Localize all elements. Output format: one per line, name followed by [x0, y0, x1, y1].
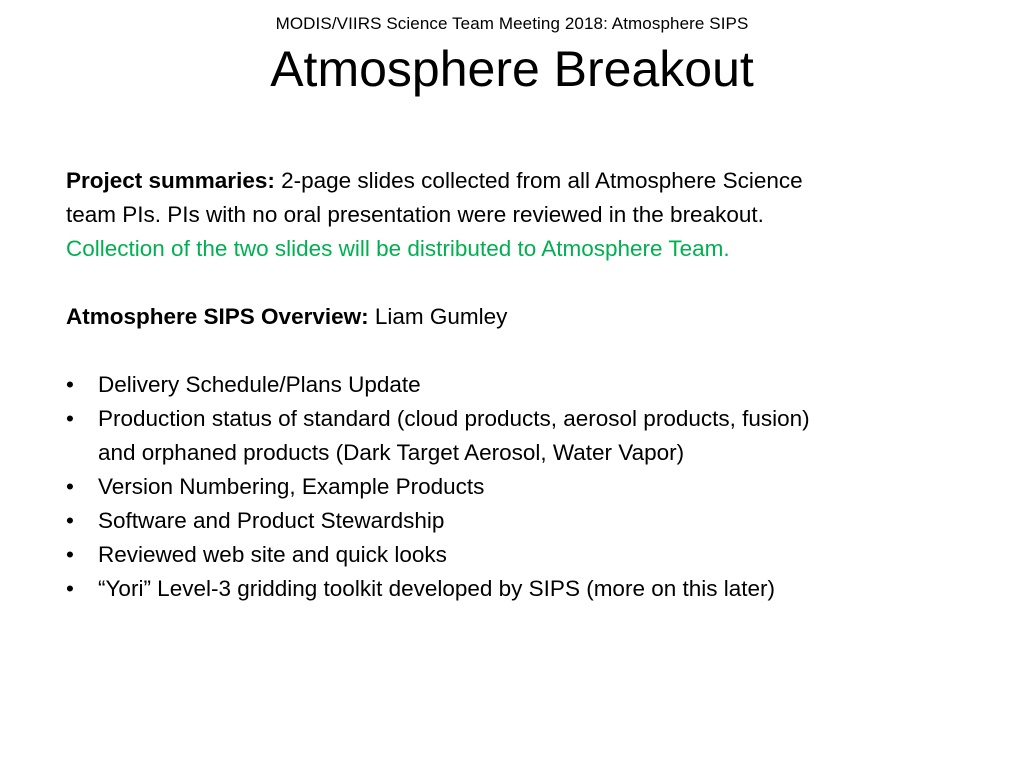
bullet-item-delivery-schedule [66, 368, 946, 402]
bullet-icon: • [66, 508, 74, 533]
overview-bullet-list [66, 368, 946, 606]
bullet-text: Delivery Schedule/Plans Update [98, 372, 421, 397]
project-summaries-paragraph [66, 164, 946, 266]
bullet-item-production-status [66, 402, 946, 470]
bullet-text: “Yori” Level-3 gridding toolkit developed by SIPS (more on this later) [98, 576, 776, 601]
bullet-item-web-site [66, 538, 946, 572]
bullet-icon: • [66, 576, 74, 601]
slide-body [66, 164, 946, 606]
project-summaries-text-line2: team PIs. PIs with no oral presentation were reviewed in the breakout. [66, 202, 764, 227]
bullet-item-yori-toolkit [66, 572, 946, 606]
slide-title: Atmosphere Breakout [270, 41, 754, 97]
bullet-text: Software and Product Stewardship [98, 508, 445, 533]
meeting-title: MODIS/VIIRS Science Team Meeting 2018: Atmosphere SIPS [275, 14, 749, 33]
bullet-text: Reviewed web site and quick looks [98, 542, 447, 567]
sips-overview-paragraph [66, 300, 946, 334]
bullet-icon: • [66, 542, 74, 567]
spacer [66, 334, 946, 368]
project-summaries-label: Project summaries: [66, 168, 275, 193]
project-summaries-text-line1: 2-page slides collected from all Atmosphere Science [274, 168, 803, 193]
bullet-icon: • [66, 372, 74, 397]
bullet-text-continued: and orphaned products (Dark Target Aerosol, Water Vapor) [98, 440, 685, 465]
bullet-item-software-stewardship [66, 504, 946, 538]
sips-overview-presenter: Liam Gumley [368, 304, 508, 329]
spacer [66, 266, 946, 300]
bullet-item-version-numbering [66, 470, 946, 504]
bullet-text: Version Numbering, Example Products [98, 474, 485, 499]
bullet-text: Production status of standard (cloud products, aerosol products, fusion) [98, 406, 810, 431]
bullet-icon: • [66, 406, 74, 431]
bullet-icon: • [66, 474, 74, 499]
sips-overview-label: Atmosphere SIPS Overview: [66, 304, 369, 329]
project-summaries-highlight: Collection of the two slides will be distributed to Atmosphere Team. [66, 236, 730, 261]
